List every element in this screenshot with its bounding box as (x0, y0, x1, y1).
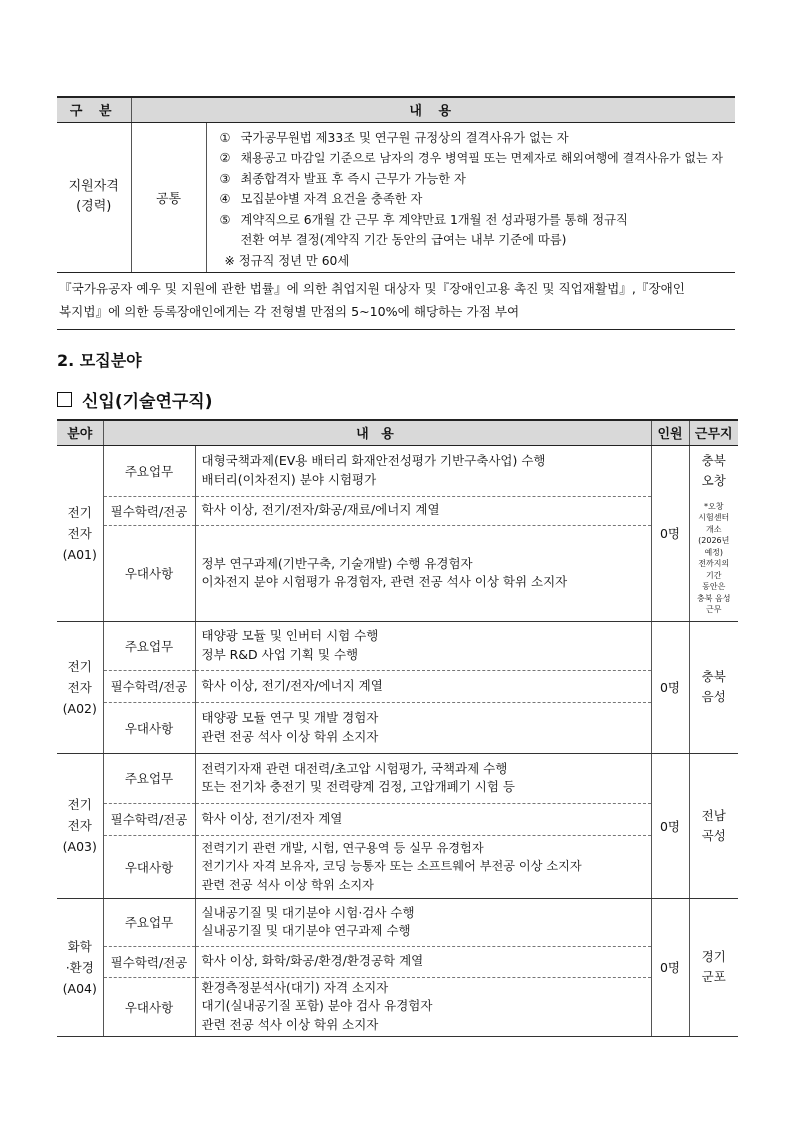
duty-text: 대형국책과제(EV용 배터리 화재안전성평가 기반구축사업) 수행 배터리(이차전지) 분야 시험평가 (195, 445, 651, 496)
subsection-title-text: 신입(기술연구직) (82, 392, 213, 412)
duty-label: 주요업무 (103, 445, 195, 496)
table-row (57, 835, 738, 898)
table-row (57, 977, 738, 1036)
square-bullet-icon (57, 392, 72, 407)
field-cell: 화학 ·환경 (A04) (57, 898, 103, 1036)
qualification-table (57, 96, 735, 330)
duty-label: 주요업무 (103, 753, 195, 803)
education-label: 필수학력/전공 (103, 496, 195, 525)
location-text: 충북 오창 (701, 452, 726, 488)
preferred-label: 우대사항 (103, 835, 195, 898)
table-row (57, 670, 738, 702)
qualification-label: 지원자격 (경력) (57, 122, 131, 272)
count-cell: 0명 (651, 898, 689, 1036)
table-row (57, 445, 738, 496)
preferred-text: 환경측정분석사(대기) 자격 소지자 대기(실내공기질 포함) 분야 검사 유경험자 관련 전공 석사 이상 학위 소지자 (195, 977, 651, 1036)
preferred-text: 태양광 모듈 연구 및 개발 경험자 관련 전공 석사 이상 학위 소지자 (195, 702, 651, 753)
education-label: 필수학력/전공 (103, 946, 195, 977)
qualification-item: ④ 모집분야별 자격 요건을 충족한 자 (219, 192, 423, 206)
field-cell: 전기 전자 (A03) (57, 753, 103, 898)
table-row (57, 753, 738, 803)
count-cell: 0명 (651, 753, 689, 898)
table-row (57, 898, 738, 946)
qualification-note: ※ 정규직 정년 만 60세 (224, 253, 350, 268)
education-text: 학사 이상, 전기/전자/에너지 계열 (195, 670, 651, 702)
header-location: 근무지 (689, 420, 738, 445)
qualification-item: ③ 최종합격자 발표 후 즉시 근무가 가능한 자 (219, 171, 466, 186)
education-label: 필수학력/전공 (103, 803, 195, 835)
header-content: 내 용 (103, 420, 651, 445)
location-cell: 전남 곡성 (689, 753, 738, 898)
preferred-text: 정부 연구과제(기반구축, 기술개발) 수행 유경험자 이차전지 분야 시험평가 유경험자, 관련 전공 석사 이상 학위 소지자 (195, 525, 651, 621)
table-row (57, 946, 738, 977)
education-label: 필수학력/전공 (103, 670, 195, 702)
duty-text: 실내공기질 및 대기분야 시험·검사 수행 실내공기질 및 대기분야 연구과제 수행 (195, 898, 651, 946)
count-cell: 0명 (651, 621, 689, 753)
qualification-common: 공통 (132, 123, 207, 272)
qualification-list (220, 128, 723, 272)
preferred-label: 우대사항 (103, 702, 195, 753)
preferred-text: 전력기기 관련 개발, 시험, 연구용역 등 실무 유경험자 전기기사 자격 보유자, 코딩 능통자 또는 소프트웨어 부전공 이상 소지자 관련 전공 석사 이상 학위 소지자 (195, 835, 651, 898)
table-row (57, 702, 738, 753)
qualification-footer: 『국가유공자 예우 및 지원에 관한 법률』에 의한 취업지원 대상자 및『장애인고용 촉진 및 직업재활법』,『장애인 복지법』에 의한 등록장애인에게는 각 전형별 만점의 5~10%에 해당하는 가점 부여 (57, 272, 735, 329)
qualification-item: ② 채용공고 마감일 기준으로 남자의 경우 병역필 또는 면제자로 해외여행에 결격사유가 없는 자 (219, 151, 723, 165)
location-note: *오창 시험센터 개소 (2026년 예정) 전까지의 기간 동안은 충북 음성 근무 (697, 501, 731, 614)
duty-label: 주요업무 (103, 621, 195, 670)
qualification-item: ① 국가공무원법 제33조 및 연구원 규정상의 결격사유가 없는 자 (219, 130, 569, 145)
duty-text: 전력기자재 관련 대전력/초고압 시험평가, 국책과제 수행 또는 전기차 충전기 및 전력량계 검정, 고압개폐기 시험 등 (195, 753, 651, 803)
field-cell: 전기 전자 (A01) (57, 445, 103, 621)
header-count: 인원 (651, 420, 689, 445)
table-row (57, 525, 738, 621)
location-cell: 경기 군포 (689, 898, 738, 1036)
table-row (57, 496, 738, 525)
qualification-item: ⑤ 계약직으로 6개월 간 근무 후 계약만료 1개월 전 성과평가를 통해 정규직 전환 여부 결정(계약직 기간 동안의 급여는 내부 기준에 따름) (219, 212, 628, 247)
table-row (57, 803, 738, 835)
header-content: 내 용 (131, 97, 735, 122)
education-text: 학사 이상, 전기/전자/화공/재료/에너지 계열 (195, 496, 651, 525)
education-text: 학사 이상, 화학/화공/환경/환경공학 계열 (195, 946, 651, 977)
preferred-label: 우대사항 (103, 525, 195, 621)
field-cell: 전기 전자 (A02) (57, 621, 103, 753)
header-field: 분야 (57, 420, 103, 445)
location-cell: 충북 음성 (689, 621, 738, 753)
duty-text: 태양광 모듈 및 인버터 시험 수행 정부 R&D 사업 기획 및 수행 (195, 621, 651, 670)
count-cell: 0명 (651, 445, 689, 621)
education-text: 학사 이상, 전기/전자 계열 (195, 803, 651, 835)
location-cell (689, 445, 738, 621)
header-category: 구 분 (57, 97, 131, 122)
subsection-title (57, 387, 213, 412)
preferred-label: 우대사항 (103, 977, 195, 1036)
table-row (57, 621, 738, 670)
section-title: 2. 모집분야 (57, 351, 142, 370)
recruitment-table (57, 419, 738, 1037)
duty-label: 주요업무 (103, 898, 195, 946)
